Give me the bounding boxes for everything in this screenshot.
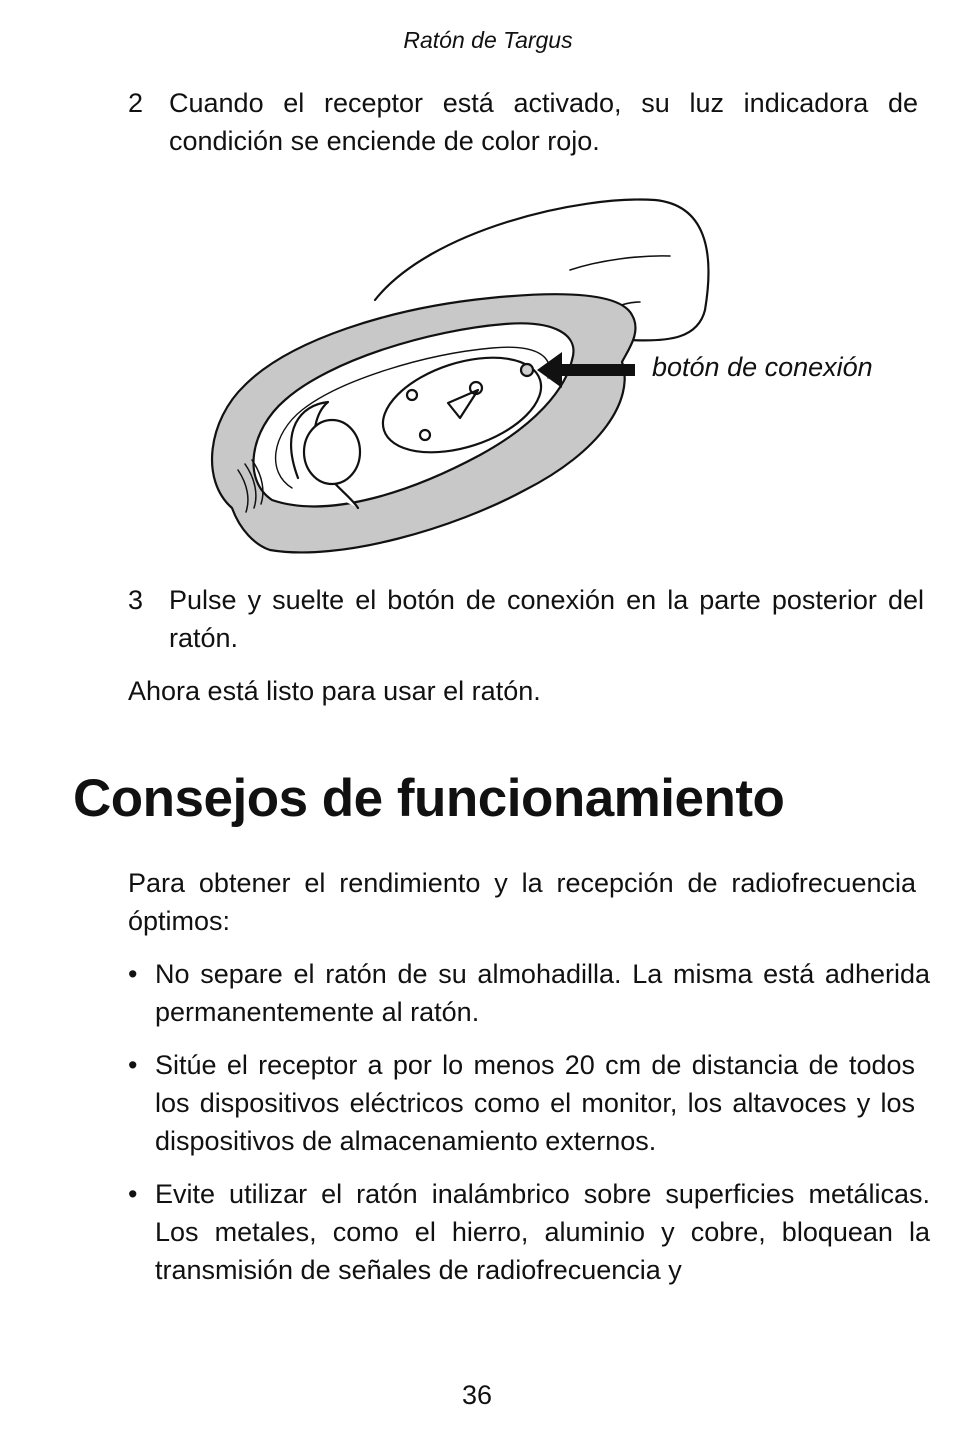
ready-text: Ahora está listo para usar el ratón. xyxy=(128,676,541,706)
mouse-underside-illustration xyxy=(200,190,920,580)
page-number: 36 xyxy=(461,1380,493,1410)
section-intro: Para obtener el rendimiento y la recepción de radiofrecuencia óptimos: xyxy=(128,868,916,936)
list-item xyxy=(128,955,932,1031)
tips-list xyxy=(128,955,932,1304)
tip-text: Sitúe el receptor a por lo menos 20 cm de distancia de todos los dispositivos eléctricos como el monitor, los altavoces y los dispositivos de almacenamiento externos. xyxy=(155,1050,915,1156)
list-item xyxy=(128,1046,932,1160)
bullet: • xyxy=(128,959,138,989)
bullet: • xyxy=(128,1179,138,1209)
step-text: Cuando el receptor está activado, su luz indicadora de condición se enciende de color rojo. xyxy=(169,88,918,156)
callout-label: botón de conexión xyxy=(652,352,873,382)
section-title: Consejos de funcionamiento xyxy=(73,769,785,828)
step-number: 2 xyxy=(128,88,144,118)
tip-text: Evite utilizar el ratón inalámbrico sobre superficies metálicas. Los metales, como el hierro, aluminio y cobre, bloquean la transmisión de señales de radiofrecuencia y xyxy=(155,1179,930,1285)
mouse-drawing xyxy=(200,190,920,580)
step-number: 3 xyxy=(128,585,144,615)
running-header: Ratón de Targus xyxy=(403,27,573,53)
step-text: Pulse y suelte el botón de conexión en la parte posterior del ratón. xyxy=(169,585,924,653)
bullet: • xyxy=(128,1050,138,1080)
tip-text: No separe el ratón de su almohadilla. La misma está adherida permanentemente al ratón. xyxy=(155,959,930,1027)
list-item xyxy=(128,1175,932,1289)
connect-button xyxy=(521,364,533,376)
sensor-ring xyxy=(304,420,360,484)
